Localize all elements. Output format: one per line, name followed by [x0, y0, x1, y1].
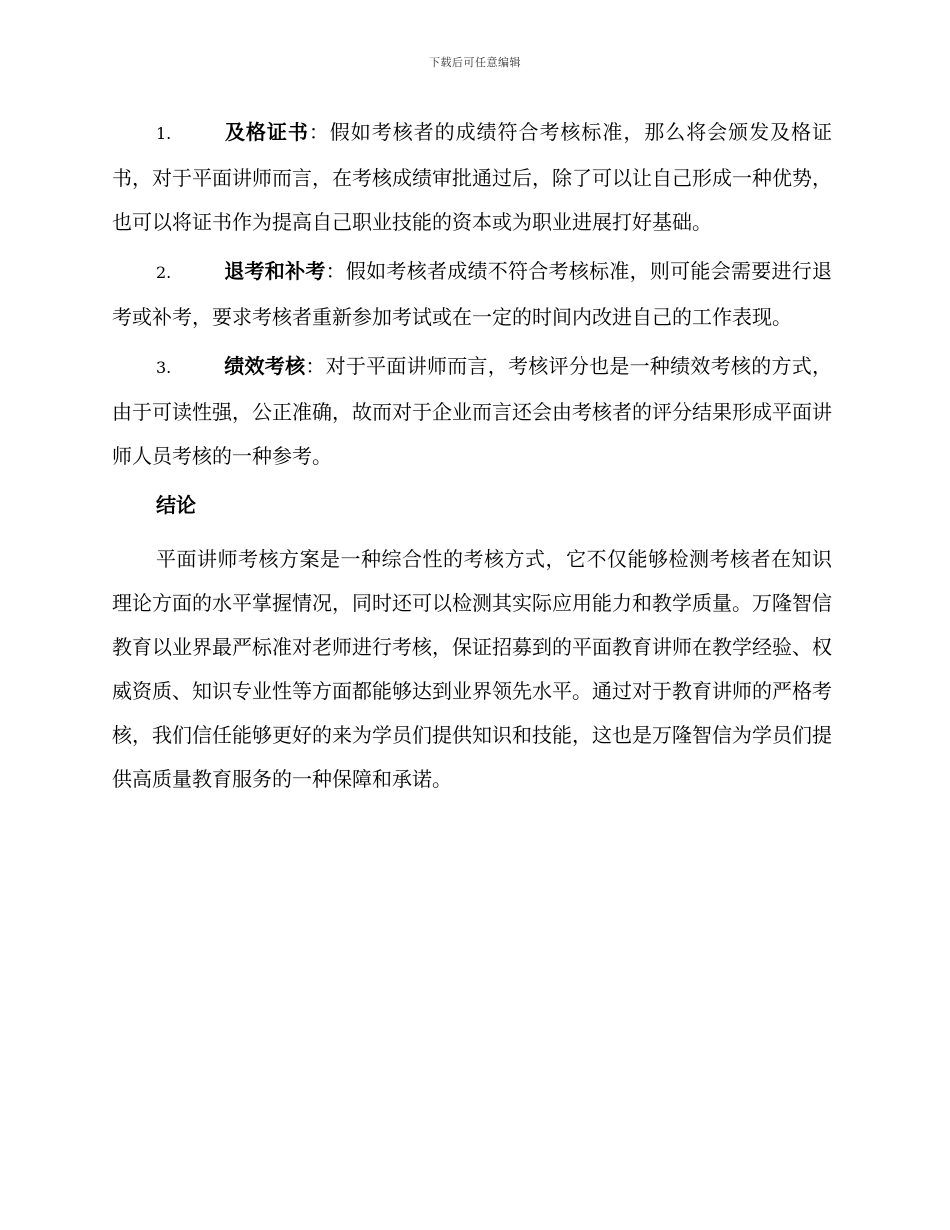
list-term: 及格证书: [224, 120, 309, 144]
list-number: 1.: [156, 124, 172, 143]
list-item-3: [112, 344, 832, 478]
list-text: 假如考核者成绩不符合考核标准，则可能会需要进行退考或补考，要求考核者重新参加考试或在一定的时间内改进自己的工作表现。: [112, 259, 833, 329]
list-text: 假如考核者的成绩符合考核标准，那么将会颁发及格证书，对于平面讲师而言，在考核成绩审批通过后，除了可以让自己形成一种优势，也可以将证书作为提高自己职业技能的资本或为职业进展打好基础。: [112, 120, 833, 234]
list-separator: ：: [308, 120, 330, 144]
list-separator: ：: [325, 259, 346, 283]
list-term: 退考和补考: [224, 259, 326, 283]
section-heading-conclusion: 结论: [156, 493, 196, 517]
list-term: 绩效考核: [224, 354, 306, 378]
list-number: 2.: [156, 263, 172, 282]
list-text: 对于平面讲师而言，考核评分也是一种绩效考核的方式，由于可读性强，公正准确，故而对于企业而言还会由考核者的评分结果形成平面讲师人员考核的一种参考。: [112, 354, 833, 468]
list-separator: ：: [305, 354, 326, 378]
conclusion-paragraph: 平面讲师考核方案是一种综合性的考核方式，它不仅能够检测考核者在知识理论方面的水平掌握情况，同时还可以检测其实际应用能力和教学质量。万隆智信教育以业界最严标准对老师进行考核，保证招募到的平面教育讲师在教学经验、权威资质、知识专业性等方面都能够达到业界领先水平。通过对于教育讲师的严格考核，我们信任能够更好的来为学员们提供知识和技能，这也是万隆智信为学员们提供高质量教育服务的一种保障和承诺。: [112, 547, 832, 791]
list-item-1: [112, 110, 832, 244]
list-number: 3.: [156, 358, 172, 377]
document-body: [112, 110, 832, 806]
list-item-2: [112, 249, 832, 339]
page-header-note: 下载后可任意编辑: [429, 56, 521, 69]
